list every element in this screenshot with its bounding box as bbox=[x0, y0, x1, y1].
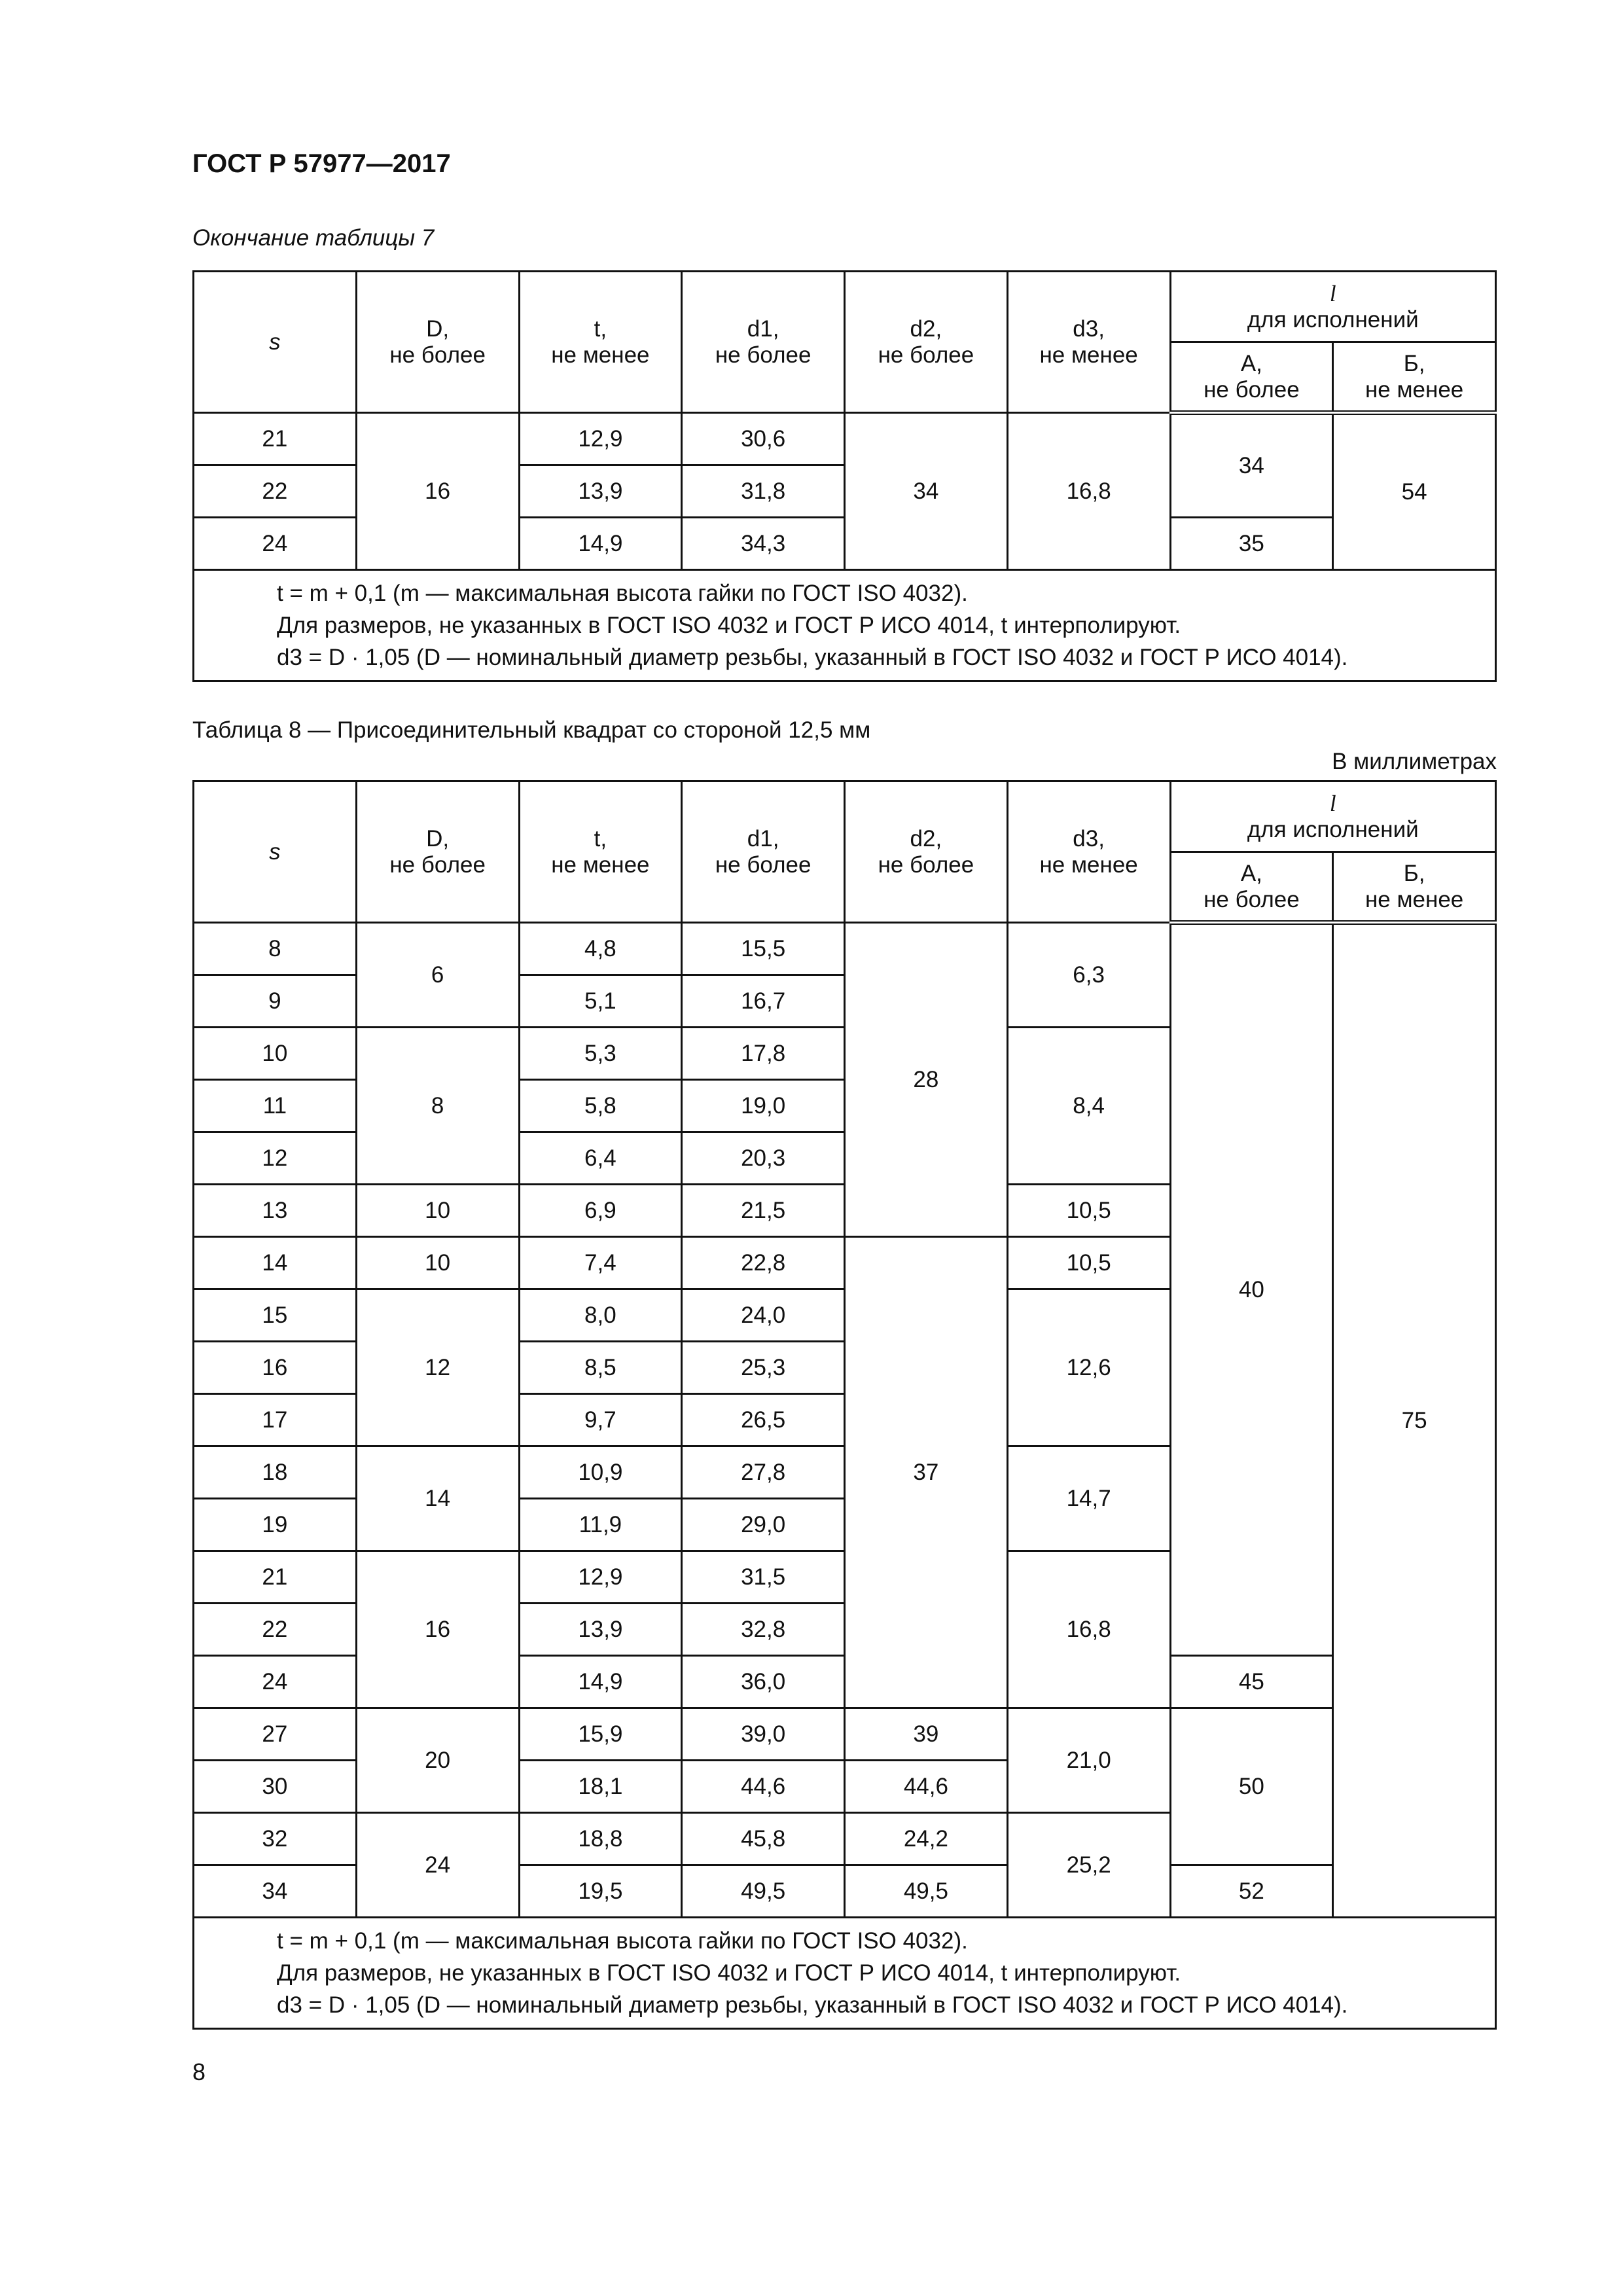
table-cell: 12 bbox=[194, 1132, 357, 1185]
table-cell: 6,9 bbox=[519, 1185, 682, 1237]
table-cell: 12,9 bbox=[519, 413, 682, 465]
table7-caption: Окончание таблицы 7 bbox=[192, 225, 435, 251]
table-cell: 13,9 bbox=[519, 1604, 682, 1656]
col-header-t: t, не менее bbox=[519, 272, 682, 413]
col-header-B: Б, не менее bbox=[1333, 342, 1496, 413]
table-cell: 44,6 bbox=[682, 1761, 845, 1813]
table-cell: 39,0 bbox=[682, 1708, 845, 1761]
table-cell: 34 bbox=[1170, 413, 1333, 518]
table-cell: 39 bbox=[845, 1708, 1008, 1761]
col-header-A: А, не более bbox=[1170, 342, 1333, 413]
table-cell: 21 bbox=[194, 1551, 357, 1604]
col-header-B: Б, не менее bbox=[1333, 852, 1496, 923]
table-cell: 16 bbox=[356, 413, 519, 570]
col-header-d3: d3, не менее bbox=[1007, 272, 1170, 413]
col-header-d3: d3, не менее bbox=[1007, 781, 1170, 923]
table-cell: 49,5 bbox=[845, 1865, 1008, 1918]
table-cell: 16,7 bbox=[682, 975, 845, 1028]
col-header-t: t, не менее bbox=[519, 781, 682, 923]
table-cell: 34 bbox=[845, 413, 1008, 570]
table-cell: 19,0 bbox=[682, 1080, 845, 1132]
table-cell: 8 bbox=[194, 923, 357, 975]
table-cell: 40 bbox=[1170, 923, 1333, 1656]
table8-caption: Таблица 8 — Присоединительный квадрат со стороной 12,5 мм bbox=[192, 717, 871, 743]
table-cell: 75 bbox=[1333, 923, 1496, 1918]
table-cell: 25,2 bbox=[1007, 1813, 1170, 1918]
note-2: d3 = D · 1,05 (D — номинальный диаметр резьбы, указанный в ГОСТ ISO 4032 и ГОСТ Р ИСО 4014). bbox=[277, 645, 1348, 670]
table-cell: 18 bbox=[194, 1446, 357, 1499]
table-cell: 9,7 bbox=[519, 1394, 682, 1446]
table7-notes bbox=[194, 570, 1496, 681]
col-header-A: А, не более bbox=[1170, 852, 1333, 923]
table-cell: 24,0 bbox=[682, 1289, 845, 1342]
page-number: 8 bbox=[192, 2058, 206, 2085]
table-cell: 45,8 bbox=[682, 1813, 845, 1865]
col-header-l: l для исполнений bbox=[1170, 272, 1496, 342]
table-cell: 32 bbox=[194, 1813, 357, 1865]
table-cell: 16,8 bbox=[1007, 1551, 1170, 1708]
table-cell: 6,3 bbox=[1007, 923, 1170, 1028]
table-cell: 10 bbox=[194, 1028, 357, 1080]
table-cell: 6,4 bbox=[519, 1132, 682, 1185]
table-cell: 54 bbox=[1333, 413, 1496, 570]
table-cell: 31,5 bbox=[682, 1551, 845, 1604]
note-1-continued: Для размеров, не указанных в ГОСТ ISO 4032 и ГОСТ Р ИСО 4014, t интерполируют. bbox=[277, 613, 1181, 638]
table-cell: 52 bbox=[1170, 1865, 1333, 1918]
table-cell: 17,8 bbox=[682, 1028, 845, 1080]
table-cell: 27 bbox=[194, 1708, 357, 1761]
table-cell: 24,2 bbox=[845, 1813, 1008, 1865]
table-cell: 14,9 bbox=[519, 1656, 682, 1708]
table-cell: 37 bbox=[845, 1237, 1008, 1708]
table-cell: 16 bbox=[194, 1342, 357, 1394]
table-cell: 8 bbox=[356, 1028, 519, 1185]
col-header-s: s bbox=[194, 272, 357, 413]
table-cell: 15,5 bbox=[682, 923, 845, 975]
table-cell: 20 bbox=[356, 1708, 519, 1813]
table8-notes bbox=[194, 1918, 1496, 2029]
table-cell: 32,8 bbox=[682, 1604, 845, 1656]
table-cell: 10,9 bbox=[519, 1446, 682, 1499]
table-cell: 14,7 bbox=[1007, 1446, 1170, 1551]
table-cell: 10 bbox=[356, 1185, 519, 1237]
table-cell: 21,0 bbox=[1007, 1708, 1170, 1813]
table8-units: В миллиметрах bbox=[1332, 749, 1497, 774]
table-8 bbox=[192, 780, 1497, 2030]
table-cell: 10,5 bbox=[1007, 1185, 1170, 1237]
table-cell: 12,6 bbox=[1007, 1289, 1170, 1446]
table-cell: 30,6 bbox=[682, 413, 845, 465]
table-cell: 15 bbox=[194, 1289, 357, 1342]
table-cell: 14,9 bbox=[519, 518, 682, 570]
table-cell: 22,8 bbox=[682, 1237, 845, 1289]
table-cell: 18,1 bbox=[519, 1761, 682, 1813]
col-header-d1: d1, не более bbox=[682, 272, 845, 413]
table-cell: 12 bbox=[356, 1289, 519, 1446]
table-cell: 24 bbox=[356, 1813, 519, 1918]
table-cell: 14 bbox=[356, 1446, 519, 1551]
table-cell: 5,1 bbox=[519, 975, 682, 1028]
table-cell: 28 bbox=[845, 923, 1008, 1237]
table-cell: 31,8 bbox=[682, 465, 845, 518]
table-cell: 5,8 bbox=[519, 1080, 682, 1132]
note-1: t = m + 0,1 (m — максимальная высота гайки по ГОСТ ISO 4032). bbox=[277, 1928, 968, 1954]
table-cell: 12,9 bbox=[519, 1551, 682, 1604]
table-cell: 24 bbox=[194, 1656, 357, 1708]
table-cell: 13 bbox=[194, 1185, 357, 1237]
table-cell: 13,9 bbox=[519, 465, 682, 518]
table-cell: 19,5 bbox=[519, 1865, 682, 1918]
table-cell: 5,3 bbox=[519, 1028, 682, 1080]
table-cell: 34 bbox=[194, 1865, 357, 1918]
table-cell: 7,4 bbox=[519, 1237, 682, 1289]
table-cell: 4,8 bbox=[519, 923, 682, 975]
table-cell: 29,0 bbox=[682, 1499, 845, 1551]
table-cell: 21 bbox=[194, 413, 357, 465]
col-header-D: D, не более bbox=[356, 781, 519, 923]
table-cell: 18,8 bbox=[519, 1813, 682, 1865]
table-cell: 24 bbox=[194, 518, 357, 570]
table-cell: 25,3 bbox=[682, 1342, 845, 1394]
table-cell: 50 bbox=[1170, 1708, 1333, 1865]
table-cell: 49,5 bbox=[682, 1865, 845, 1918]
table-cell: 36,0 bbox=[682, 1656, 845, 1708]
table-cell: 34,3 bbox=[682, 518, 845, 570]
table-cell: 27,8 bbox=[682, 1446, 845, 1499]
table-cell: 26,5 bbox=[682, 1394, 845, 1446]
table-cell: 11,9 bbox=[519, 1499, 682, 1551]
table-cell: 20,3 bbox=[682, 1132, 845, 1185]
table-cell: 16 bbox=[356, 1551, 519, 1708]
table-cell: 15,9 bbox=[519, 1708, 682, 1761]
note-2: d3 = D · 1,05 (D — номинальный диаметр резьбы, указанный в ГОСТ ISO 4032 и ГОСТ Р ИСО 4014). bbox=[277, 1992, 1348, 2018]
col-header-d1: d1, не более bbox=[682, 781, 845, 923]
table-cell: 19 bbox=[194, 1499, 357, 1551]
table-7 bbox=[192, 270, 1497, 682]
table-cell: 10 bbox=[356, 1237, 519, 1289]
col-header-d2: d2, не более bbox=[845, 781, 1008, 923]
table-cell: 21,5 bbox=[682, 1185, 845, 1237]
table-cell: 8,0 bbox=[519, 1289, 682, 1342]
col-header-D: D, не более bbox=[356, 272, 519, 413]
table-cell: 45 bbox=[1170, 1656, 1333, 1708]
document-title: ГОСТ Р 57977—2017 bbox=[192, 149, 451, 178]
note-1: t = m + 0,1 (m — максимальная высота гайки по ГОСТ ISO 4032). bbox=[277, 581, 968, 606]
table-cell: 16,8 bbox=[1007, 413, 1170, 570]
col-header-l: l для исполнений bbox=[1170, 781, 1496, 852]
table-cell: 8,4 bbox=[1007, 1028, 1170, 1185]
table-cell: 35 bbox=[1170, 518, 1333, 570]
table-cell: 8,5 bbox=[519, 1342, 682, 1394]
table-cell: 44,6 bbox=[845, 1761, 1008, 1813]
col-header-d2: d2, не более bbox=[845, 272, 1008, 413]
table-cell: 6 bbox=[356, 923, 519, 1028]
table-cell: 14 bbox=[194, 1237, 357, 1289]
col-header-s: s bbox=[194, 781, 357, 923]
table-cell: 22 bbox=[194, 465, 357, 518]
table-cell: 22 bbox=[194, 1604, 357, 1656]
table-cell: 10,5 bbox=[1007, 1237, 1170, 1289]
table-cell: 17 bbox=[194, 1394, 357, 1446]
table-cell: 30 bbox=[194, 1761, 357, 1813]
table-cell: 9 bbox=[194, 975, 357, 1028]
table-cell: 11 bbox=[194, 1080, 357, 1132]
note-1-continued: Для размеров, не указанных в ГОСТ ISO 4032 и ГОСТ Р ИСО 4014, t интерполируют. bbox=[277, 1960, 1181, 1986]
